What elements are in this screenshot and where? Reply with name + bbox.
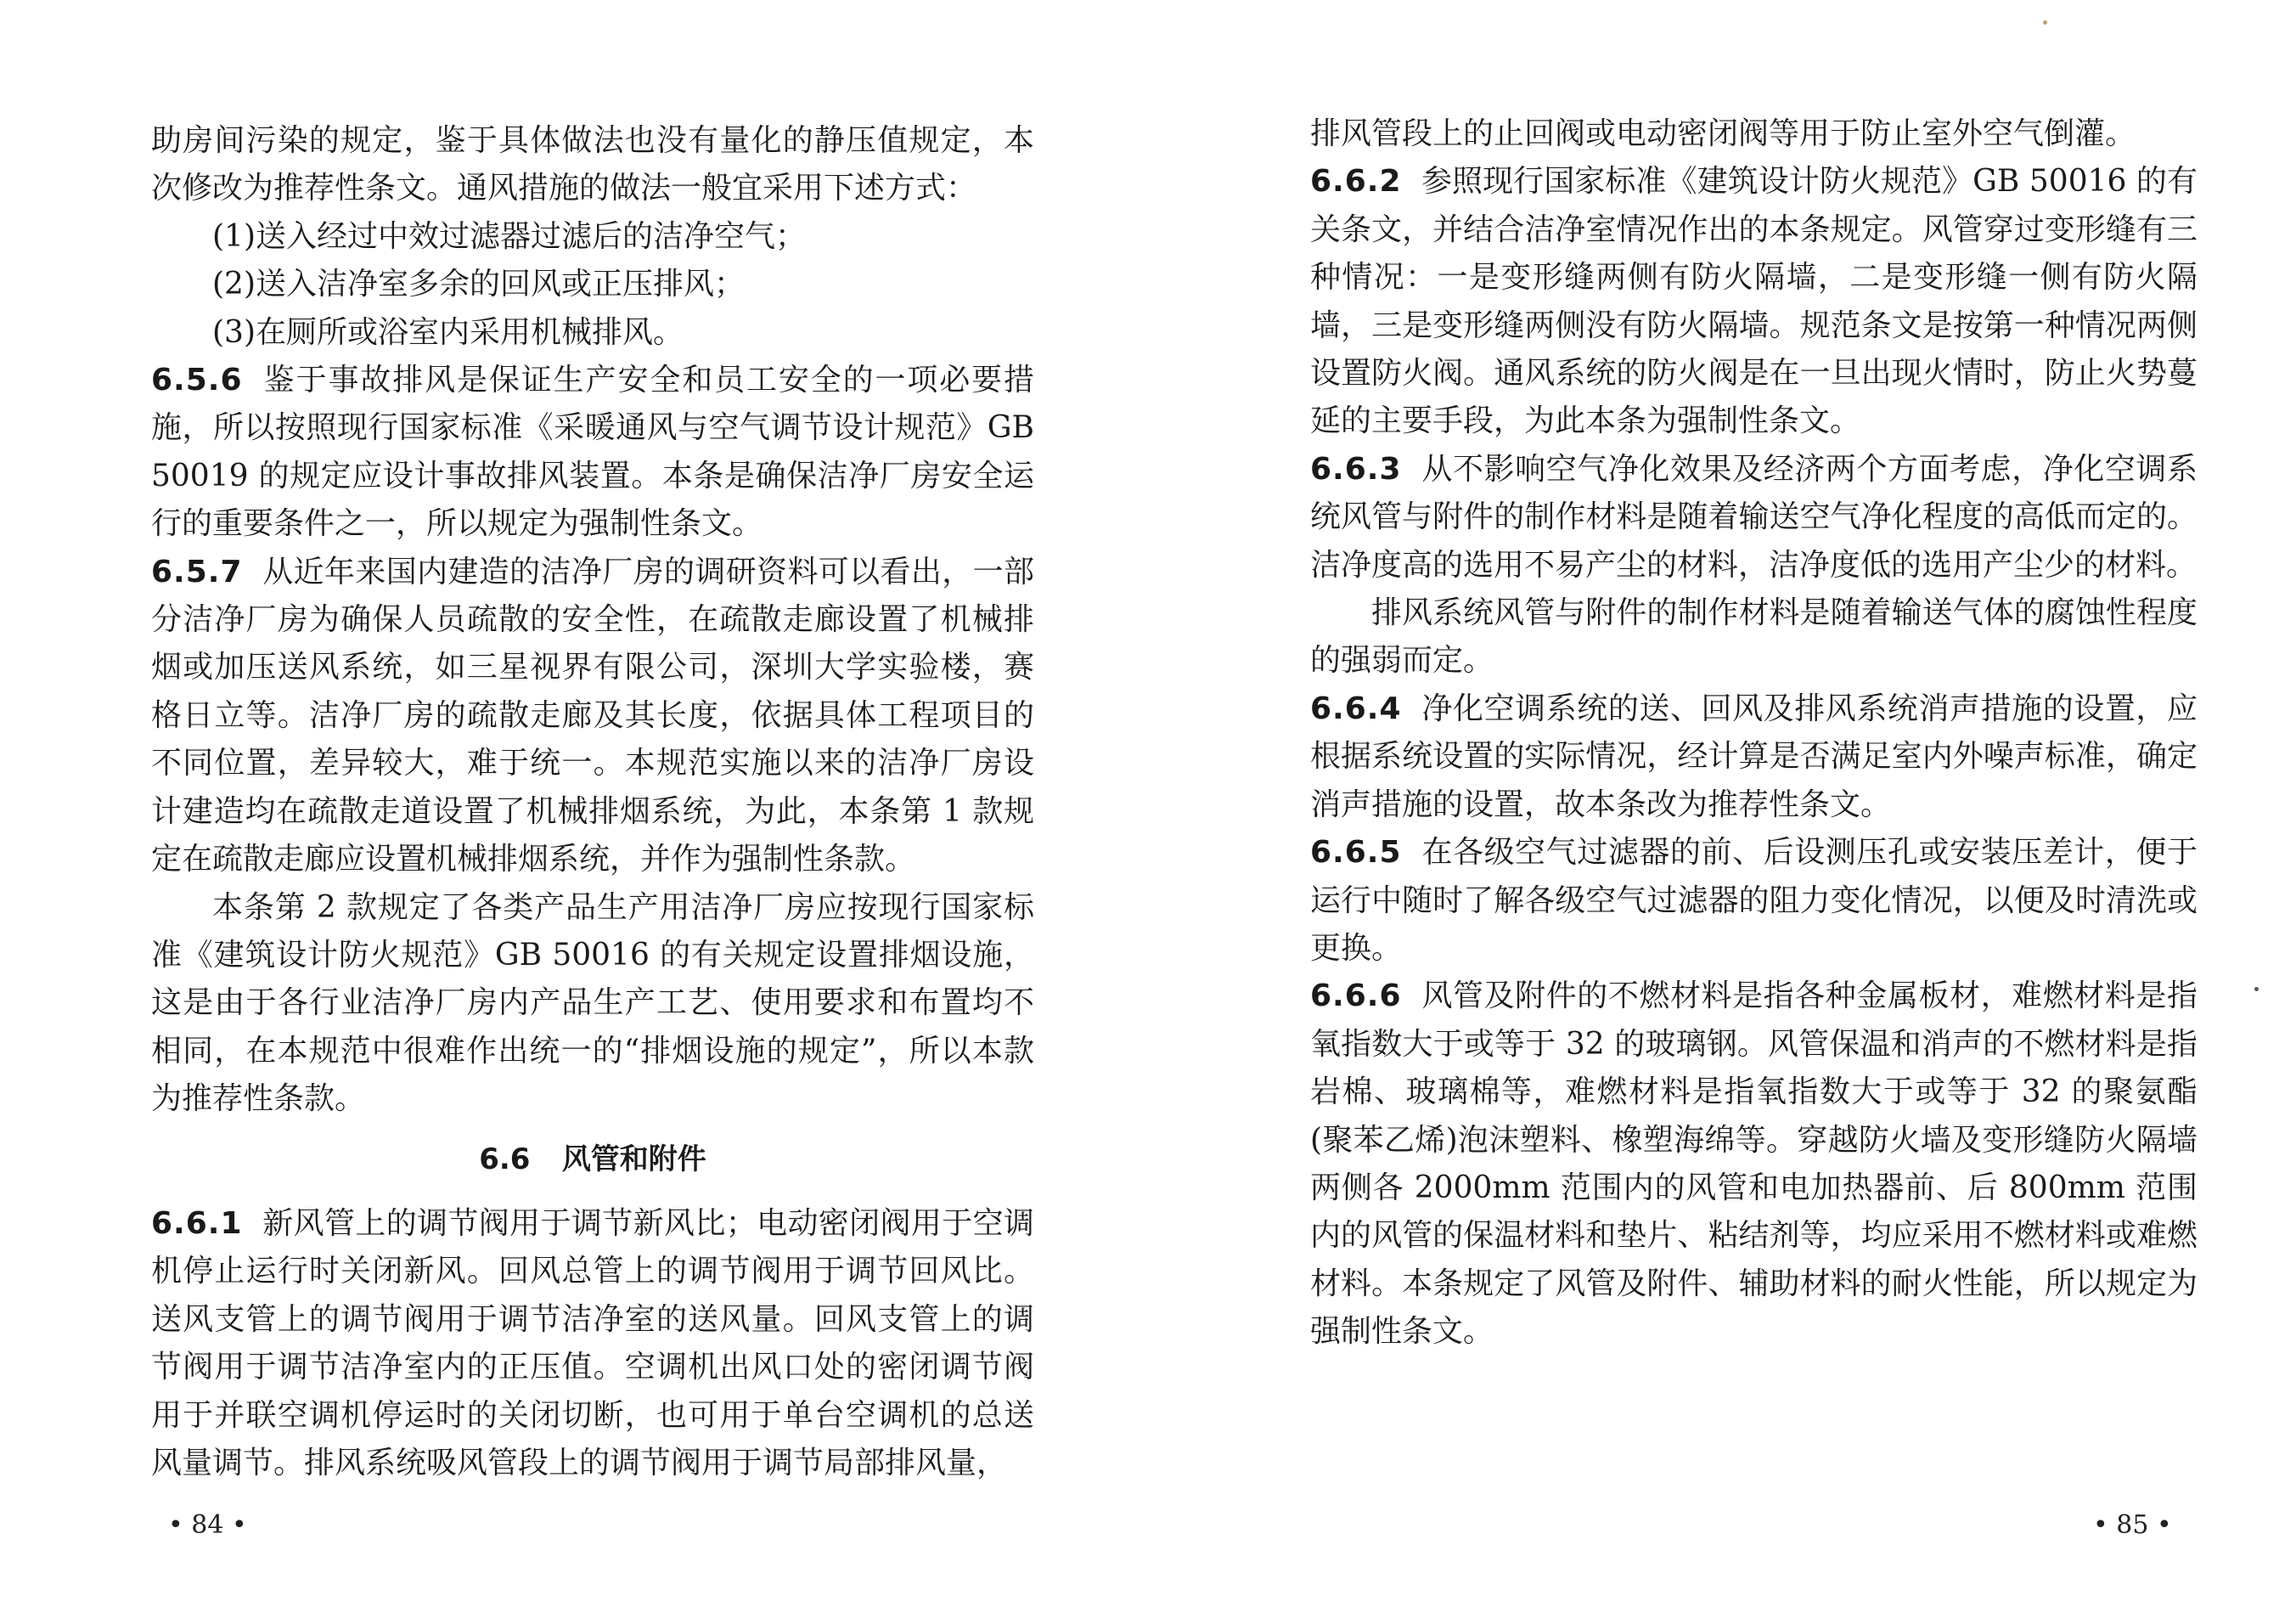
clause-6-6-1 [151,1200,1034,1487]
clause-number: 6.6.3 [1310,451,1402,487]
clause-text: 从不影响空气净化效果及经济两个方面考虑，净化空调系统风管与附件的制作材料是随着输送空气净化程度的高低而定的。洁净度高的选用不易产尘的材料，洁净度低的选用产尘少的材料。 [1310,451,2198,583]
clause-6-5-6 [151,357,1034,549]
clause-text: 鉴于事故排风是保证生产安全和员工安全的一项必要措施，所以按照现行国家标准《采暖通风与空气调节设计规范》GB 50019 的规定应设计事故排风装置。本条是确保洁净厂房安全运行的重要条件之一，所以规定为强制性条文。 [151,363,1034,542]
scan-speck [2043,20,2047,25]
right-text-column [1310,110,2198,1356]
paragraph-indented: 本条第 2 款规定了各类产品生产用洁净厂房应按现行国家标准《建筑设计防火规范》GB 50016 的有关规定设置排烟设施，这是由于各行业洁净厂房内产品生产工艺、使用要求和布置均不相同，在本规范中很难作出统一的“排烟设施的规定”，所以本款为推荐性条款。 [151,889,1034,1117]
clause-number: 6.5.7 [151,554,243,589]
right-page [1148,0,2296,1624]
clause-text: 从近年来国内建造的洁净厂房的调研资料可以看出，一部分洁净厂房为确保人员疏散的安全性，在疏散走廊设置了机械排烟或加压送风系统，如三星视界有限公司，深圳大学实验楼，赛格日立等。洁净厂房的疏散走廊及其长度，依据具体工程项目的不同位置，差异较大，难于统一。本规范实施以来的洁净厂房设计建造均在疏散走道设置了机械排烟系统，为此，本条第 1 款规定在疏散走廊应设置机械排烟系统，并作为强制性条款。 [151,554,1034,877]
clause-6-6-2 [1310,158,2198,445]
list-item: (2)送入洁净室多余的回风或正压排风； [212,267,745,302]
clause-number: 6.6.4 [1310,691,1402,726]
clause-text: 风管及附件的不燃材料是指各种金属板材，难燃材料是指氧指数大于或等于 32 的玻璃钢。风管保温和消声的不燃材料是指岩棉、玻璃棉等，难燃材料是指氧指数大于或等于 32 的聚氨酯(聚苯乙烯)泡沫塑料、橡塑海绵等。穿越防火墙及变形缝防火隔墙两侧各 2000mm 范围内的风管和电加热器前、后 800mm 范围内的风管的保温材料和垫片、粘结剂等，均应采用不燃材料或难燃材料。本条规定了风管及附件、辅助材料的耐火性能，所以规定为强制性条文。 [1310,978,2198,1350]
clause-text: 新风管上的调节阀用于调节新风比；电动密闭阀用于空调机停止运行时关闭新风。回风总管上的调节阀用于调节回风比。送风支管上的调节阀用于调节洁净室的送风量。回风支管上的调节阀用于调节洁净室内的正压值。空调机出风口处的密闭调节阀用于并联空调机停运时的关闭切断，也可用于单台空调机的总送风量调节。排风系统吸风管段上的调节阀用于调节局部排风量， [151,1205,1034,1480]
clause-6-6-6 [1310,973,2198,1356]
paragraph-continuation: 排风管段上的止回阀或电动密闭阀等用于防止室外空气倒灌。 [1310,116,2136,151]
clause-6-6-5 [1310,829,2198,973]
section-heading: 风管和附件 [561,1142,706,1176]
clause-number: 6.6.2 [1310,164,1402,200]
clause-text: 在各级空气过滤器的前、后设测压孔或安装压差计，便于运行中随时了解各级空气过滤器的阻力变化情况，以便及时清洗或更换。 [1310,835,2198,966]
scan-speck [2254,987,2259,991]
clause-text: 净化空调系统的送、回风及排风系统消声措施的设置，应根据系统设置的实际情况，经计算是否满足室内外噪声标准，确定消声措施的设置，故本条改为推荐性条文。 [1310,691,2198,822]
clause-number: 6.6.6 [1310,978,1402,1014]
clause-number: 6.5.6 [151,363,243,398]
paragraph-indented: 排风系统风管与附件的制作材料是随着输送气体的腐蚀性程度的强弱而定。 [1310,595,2198,679]
section-title [151,1124,1034,1200]
clause-6-6-4 [1310,685,2198,829]
paragraph-continuation: 助房间污染的规定，鉴于具体做法也没有量化的静压值规定，本次修改为推荐性条文。通风措施的做法一般宜采用下述方式： [151,123,1034,206]
left-text-column [151,117,1034,1487]
clause-number: 6.6.5 [1310,835,1402,871]
clause-6-6-3 [1310,446,2198,589]
clause-text: 参照现行国家标准《建筑设计防火规范》GB 50016 的有关条文，并结合洁净室情况作出的本条规定。风管穿过变形缝有三种情况：一是变形缝两侧有防火隔墙，二是变形缝一侧有防火隔墙，三是变形缝两侧没有防火隔墙。规范条文是按第一种情况两侧设置防火阀。通风系统的防火阀是在一旦出现火情时，防止火势蔓延的主要手段，为此本条为强制性条文。 [1310,164,2198,439]
page-number: • 84 • [168,1510,247,1540]
list-item: (1)送入经过中效过滤器过滤后的洁净空气； [212,218,806,254]
page-number: • 85 • [2093,1510,2172,1540]
section-number: 6.6 [479,1142,531,1176]
clause-6-5-7 [151,549,1034,884]
clause-number: 6.6.1 [151,1205,243,1241]
list-item: (3)在厕所或浴室内采用机械排风。 [212,314,684,350]
